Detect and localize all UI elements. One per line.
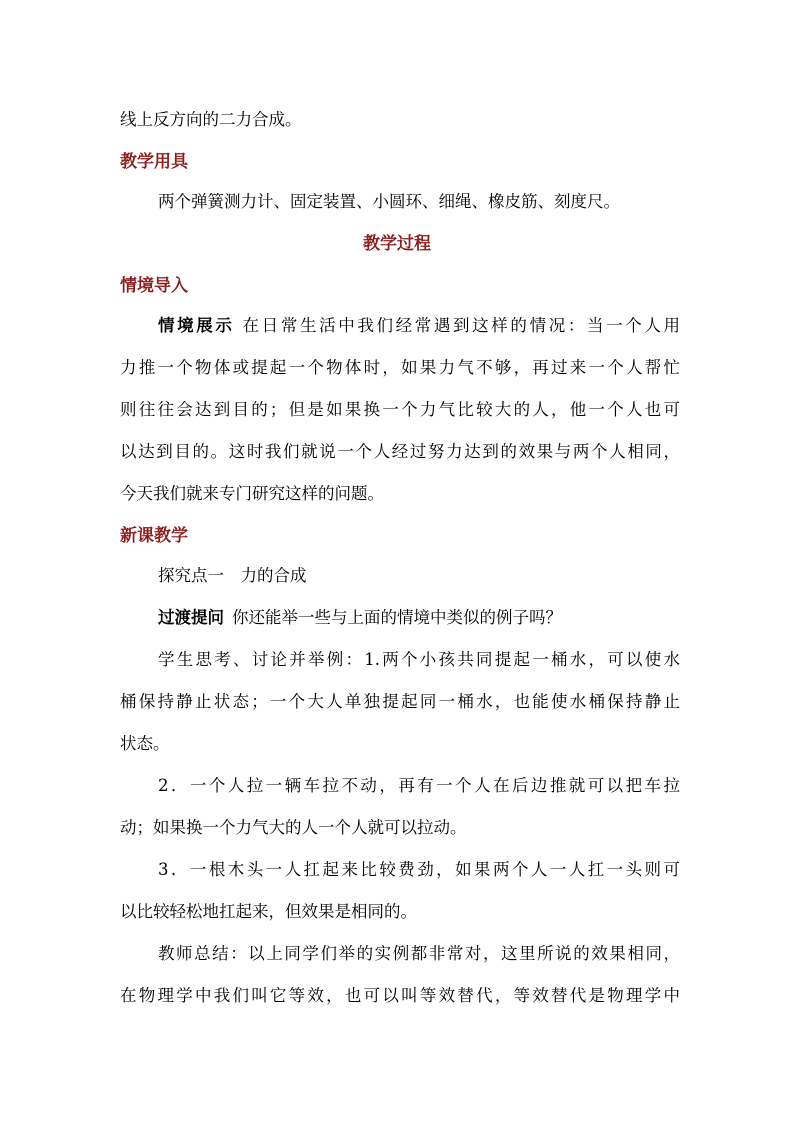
section-heading-tools: 教学用具 xyxy=(120,152,188,172)
section-heading-process: 教学过程 xyxy=(363,234,431,254)
text-line: 线上反方向的二力合成。 xyxy=(120,110,302,129)
intro-paragraph-line: 则往往会达到目的；但是如果换一个力气比较大的人，他一个人也可 xyxy=(120,400,680,419)
example-line: 桶保持静止状态；一个大人单独提起同一桶水，也能使水桶保持静止 xyxy=(120,692,680,711)
example-line: 3．一根木头一人扛起来比较费劲，如果两个人一人扛一头则可 xyxy=(158,860,680,879)
example-line: 状态。 xyxy=(120,734,170,753)
example-line: 以比较轻松地扛起来，但效果是相同的。 xyxy=(120,902,417,921)
example-line: 2．一个人拉一辆车拉不动，再有一个人在后边推就可以把车拉 xyxy=(158,776,680,795)
intro-paragraph-line: 今天我们就来专门研究这样的问题。 xyxy=(120,484,384,503)
example-line: 动；如果换一个力气大的人一个人就可以拉动。 xyxy=(120,818,467,837)
intro-paragraph-line: 力推一个物体或提起一个物体时，如果力气不够，再过来一个人帮忙 xyxy=(120,358,680,377)
term-question: 过渡提问 xyxy=(158,608,224,627)
section-heading-new: 新课教学 xyxy=(120,526,188,546)
question-line xyxy=(158,606,680,630)
inquiry-point: 探究点一 力的合成 xyxy=(158,566,307,585)
summary-line: 教师总结：以上同学们举的实例都非常对，这里所说的效果相同， xyxy=(158,944,680,963)
tools-list: 两个弹簧测力计、固定装置、小圆环、细绳、橡皮筋、刻度尺。 xyxy=(158,192,620,211)
example-line: 学生思考、讨论并举例：1.两个小孩共同提起一桶水，可以使水 xyxy=(158,650,680,669)
question-text: 你还能举一些与上面的情境中类似的例子吗？ xyxy=(232,608,562,627)
term-situation: 情境展示 xyxy=(158,316,235,335)
section-heading-intro: 情境导入 xyxy=(120,276,188,296)
intro-paragraph-line xyxy=(158,314,680,338)
summary-line: 在物理学中我们叫它等效，也可以叫等效替代，等效替代是物理学中 xyxy=(120,986,680,1005)
intro-paragraph-line: 以达到目的。这时我们就说一个人经过努力达到的效果与两个人相同， xyxy=(120,442,680,461)
intro-line-text: 在日常生活中我们经常遇到这样的情况：当一个人用 xyxy=(242,316,680,335)
